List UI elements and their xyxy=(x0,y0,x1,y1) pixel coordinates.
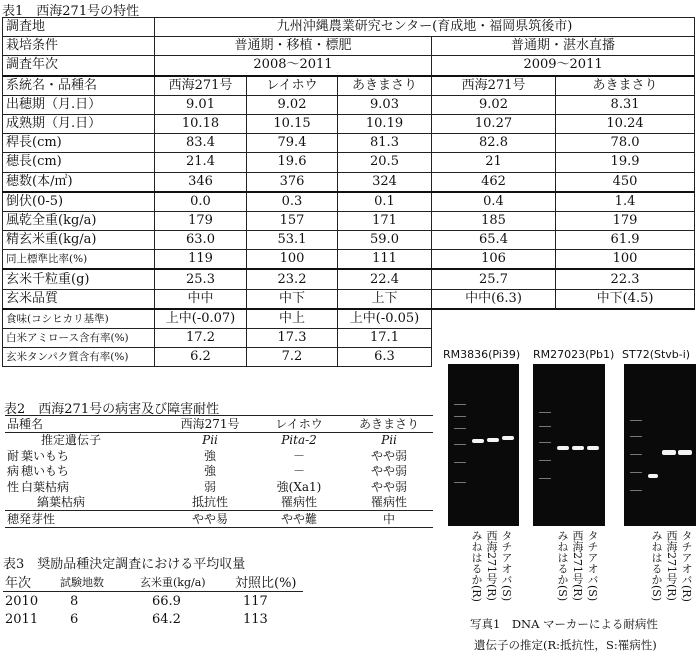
table-cell: 82.8 xyxy=(432,134,556,153)
table-cell: 157 xyxy=(247,211,338,230)
table-cell: 64.2 xyxy=(152,611,181,627)
yield-table xyxy=(3,572,303,628)
table-row xyxy=(3,18,695,37)
row-label: 縞葉枯病 xyxy=(37,495,86,510)
table-cell: 7.2 xyxy=(247,348,338,367)
table-row xyxy=(3,610,303,628)
row-label: 穂発芽性 xyxy=(5,511,167,528)
row-label: 調査年次 xyxy=(3,56,155,76)
table-row xyxy=(3,329,695,348)
table-cell: 強(Xa1) xyxy=(276,479,322,494)
table-cell: 171 xyxy=(338,211,432,230)
table-cell: 罹病性 xyxy=(371,495,408,510)
gel3-title: ST72(Stvb-i) xyxy=(622,348,691,361)
table-cell: 中上 xyxy=(247,309,338,329)
gel2-image xyxy=(533,364,605,526)
table2-caption: 表2 西海271号の病害及び障害耐性 xyxy=(4,402,220,417)
table-cell: やや易 xyxy=(167,511,253,528)
table-cell: Pii xyxy=(381,433,397,448)
table-cell: 1.4 xyxy=(556,192,695,212)
table-cell: 19.6 xyxy=(247,153,338,172)
table-row xyxy=(3,269,695,289)
row-label: 栽培条件 xyxy=(3,37,155,56)
table-cell: 弱 xyxy=(204,479,217,494)
table-row xyxy=(3,289,695,309)
table-cell: やや難 xyxy=(253,511,345,528)
side-label xyxy=(5,432,19,448)
table-cell: 8 xyxy=(70,593,79,609)
table-row xyxy=(5,495,433,511)
table-cell: 106 xyxy=(432,250,556,270)
table-cell: 185 xyxy=(432,211,556,230)
table-cell: 0.4 xyxy=(432,192,556,212)
table-cell: 83.4 xyxy=(155,134,247,153)
table-cell: 100 xyxy=(556,250,695,270)
row-label: 調査地 xyxy=(3,18,155,37)
table-row xyxy=(3,114,695,133)
table-row xyxy=(3,250,695,270)
header-cell: レイホウ xyxy=(253,416,345,433)
table-cell: 9.03 xyxy=(338,95,432,114)
table-cell: 65.4 xyxy=(432,231,556,250)
header-cell: 玄米重(kg/a) xyxy=(138,572,233,592)
side-label: 性 xyxy=(7,479,20,494)
row-label: 玄米千粒重(g) xyxy=(3,269,155,289)
side-label xyxy=(5,495,19,511)
lane-label: 西海271号(R) xyxy=(571,530,584,601)
table-cell: 79.4 xyxy=(247,134,338,153)
table-cell: 8.31 xyxy=(556,95,695,114)
table-cell: 21.4 xyxy=(155,153,247,172)
table-cell: 0.0 xyxy=(155,192,247,212)
table-cell: 66.9 xyxy=(152,593,181,609)
table-cell: 462 xyxy=(432,172,556,192)
table-row xyxy=(5,448,433,464)
row-label: 白米アミロース含有率(%) xyxy=(3,329,155,348)
table-row xyxy=(3,309,695,329)
gel1-image xyxy=(448,364,519,526)
table-cell: 中 xyxy=(345,511,433,528)
table-cell: 22.4 xyxy=(338,269,432,289)
table-cell: 10.19 xyxy=(338,114,432,133)
table-cell: 25.3 xyxy=(155,269,247,289)
photo-caption-line1: 写真1 DNA マーカーによる耐病性 xyxy=(470,617,658,631)
table-cell: 21 xyxy=(432,153,556,172)
header-cell: 年次 xyxy=(3,572,58,592)
row-label: 推定遺伝子 xyxy=(41,433,102,448)
header-cell: あきまさり xyxy=(345,416,433,433)
table-cell: 81.3 xyxy=(338,134,432,153)
table-row xyxy=(3,211,695,230)
table-cell: 324 xyxy=(338,172,432,192)
table-row xyxy=(3,134,695,153)
table-cell: 0.3 xyxy=(247,192,338,212)
table-cell: 上中(-0.07) xyxy=(155,309,247,329)
table-cell: 上中(-0.05) xyxy=(338,309,432,329)
table-cell: 100 xyxy=(247,250,338,270)
table-cell: 9.01 xyxy=(155,95,247,114)
table-cell: 普通期・湛水直播 xyxy=(432,37,695,56)
disease-resistance-table xyxy=(5,415,433,528)
table-cell xyxy=(432,329,695,348)
table-cell: 10.18 xyxy=(155,114,247,133)
row-label: 系統名・品種名 xyxy=(3,76,155,96)
gel3-image xyxy=(624,364,696,526)
row-label: 稈長(cm) xyxy=(3,134,155,153)
table-cell: 17.1 xyxy=(338,329,432,348)
table-cell: やや弱 xyxy=(371,464,408,479)
table-cell: Pita-2 xyxy=(281,433,317,448)
table-header-row xyxy=(3,572,303,592)
table-cell: 6 xyxy=(70,611,79,627)
row-label: 同上標準比率(%) xyxy=(3,250,155,270)
row-label: 精玄米重(kg/a) xyxy=(3,231,155,250)
header-cell: 対照比(%) xyxy=(233,572,303,592)
lane-label: 西海271号(R) xyxy=(485,530,498,601)
table-cell: 179 xyxy=(556,211,695,230)
table-row xyxy=(5,432,433,448)
gel1-title: RM3836(Pi39) xyxy=(443,348,521,361)
lane-label: タチアオバ(R) xyxy=(680,530,693,602)
table1-caption: 表1 西海271号の特性 xyxy=(2,4,140,19)
table-cell: 17.3 xyxy=(247,329,338,348)
table-cell: やや弱 xyxy=(371,448,408,463)
table-cell: 抵抗性 xyxy=(192,495,229,510)
table-cell: 450 xyxy=(556,172,695,192)
header-cell: 西海271号 xyxy=(167,416,253,433)
table-cell: － xyxy=(293,448,306,463)
table-row xyxy=(3,231,695,250)
table-cell: 113 xyxy=(243,611,268,627)
table-cell: 西海271号 xyxy=(155,76,247,96)
table-cell: 2011 xyxy=(5,611,39,627)
lane-label: みねはるか(S) xyxy=(650,530,663,602)
photo-caption-line2: 遺伝子の推定(R:抵抗性，S:罹病性) xyxy=(474,638,657,652)
row-label: 風乾全重(kg/a) xyxy=(3,211,155,230)
table-cell: 78.0 xyxy=(556,134,695,153)
table-cell: 19.9 xyxy=(556,153,695,172)
table-cell: 2010 xyxy=(5,593,39,609)
table-cell: あきまさり xyxy=(556,76,695,96)
table-cell: 23.2 xyxy=(247,269,338,289)
table-cell: 376 xyxy=(247,172,338,192)
table-cell: あきまさり xyxy=(338,76,432,96)
row-label: 穂数(本/㎡) xyxy=(3,172,155,192)
table-cell: 西海271号 xyxy=(432,76,556,96)
table-cell: 59.0 xyxy=(338,231,432,250)
table-row xyxy=(5,479,433,495)
table-cell: 17.2 xyxy=(155,329,247,348)
table-cell: 2009～2011 xyxy=(432,56,695,76)
table-cell: 119 xyxy=(155,250,247,270)
table-cell: レイホウ xyxy=(247,76,338,96)
row-label: 成熟期（月.日） xyxy=(3,114,155,133)
table-cell: 22.3 xyxy=(556,269,695,289)
row-label: 白葉枯病 xyxy=(21,479,70,494)
lane-label: タチアオバ(S) xyxy=(500,530,513,602)
table-cell: 63.0 xyxy=(155,231,247,250)
row-label: 葉いもち xyxy=(21,448,70,463)
table-cell: 10.27 xyxy=(432,114,556,133)
table-row xyxy=(3,153,695,172)
table-cell: 普通期・移植・標肥 xyxy=(155,37,432,56)
row-label: 穂長(cm) xyxy=(3,153,155,172)
table-row xyxy=(3,95,695,114)
row-label: 倒伏(0-5) xyxy=(3,192,155,212)
table-cell: 53.1 xyxy=(247,231,338,250)
table-cell: 111 xyxy=(338,250,432,270)
row-label: 出穂期（月.日） xyxy=(3,95,155,114)
table-cell: 117 xyxy=(243,593,268,609)
table-cell: 25.7 xyxy=(432,269,556,289)
characteristics-table xyxy=(2,17,695,367)
table-cell: やや弱 xyxy=(371,479,408,494)
table-row xyxy=(3,37,695,56)
table-row xyxy=(5,511,433,528)
table3-caption: 表3 奨励品種決定調査における平均収量 xyxy=(3,557,246,572)
table-cell: 強 xyxy=(204,464,217,479)
table-cell: 中中 xyxy=(155,289,247,309)
table-cell: 九州沖縄農業研究センター(育成地・福岡県筑後市) xyxy=(155,18,695,37)
table-header-row xyxy=(5,416,433,433)
table-cell: 10.15 xyxy=(247,114,338,133)
lane-label: みねはるか(R) xyxy=(470,530,483,602)
table-cell: 上下 xyxy=(338,289,432,309)
table-cell: 10.24 xyxy=(556,114,695,133)
header-cell: 品種名 xyxy=(5,416,167,433)
table-cell: 中下(4.5) xyxy=(556,289,695,309)
table-cell: 罹病性 xyxy=(281,495,318,510)
row-label: 穂いもち xyxy=(21,464,70,479)
table-row xyxy=(5,464,433,480)
table-cell: 中中(6.3) xyxy=(432,289,556,309)
side-label: 耐 xyxy=(7,448,20,463)
table-cell: 9.02 xyxy=(247,95,338,114)
gel2-title: RM27023(Pb1) xyxy=(533,348,615,361)
row-label: 玄米品質 xyxy=(3,289,155,309)
lane-label: タチアオバ(S) xyxy=(586,530,599,602)
table-row xyxy=(3,56,695,76)
side-label: 病 xyxy=(7,464,20,479)
table-cell: Pii xyxy=(202,433,218,448)
row-label: 食味(コシヒカリ基準) xyxy=(3,309,155,329)
lane-label: 西海271号(R) xyxy=(665,530,678,601)
header-cell: 試験地数 xyxy=(58,572,138,592)
table-row xyxy=(3,592,303,611)
table-cell: 61.9 xyxy=(556,231,695,250)
table-cell: 0.1 xyxy=(338,192,432,212)
table-cell: 20.5 xyxy=(338,153,432,172)
row-label: 玄米タンパク質含有率(%) xyxy=(3,348,155,367)
table-cell: 346 xyxy=(155,172,247,192)
table-cell: 9.02 xyxy=(432,95,556,114)
table-row xyxy=(3,172,695,192)
table-cell xyxy=(432,309,695,329)
table-cell: 179 xyxy=(155,211,247,230)
table-cell: 中下 xyxy=(247,289,338,309)
table-cell: － xyxy=(293,464,306,479)
table-cell: 2008～2011 xyxy=(155,56,432,76)
table-cell: 6.3 xyxy=(338,348,432,367)
lane-label: みねはるか(S) xyxy=(556,530,569,602)
table-row xyxy=(3,76,695,96)
table-cell: 強 xyxy=(204,448,217,463)
table-cell: 6.2 xyxy=(155,348,247,367)
table-row xyxy=(3,192,695,212)
